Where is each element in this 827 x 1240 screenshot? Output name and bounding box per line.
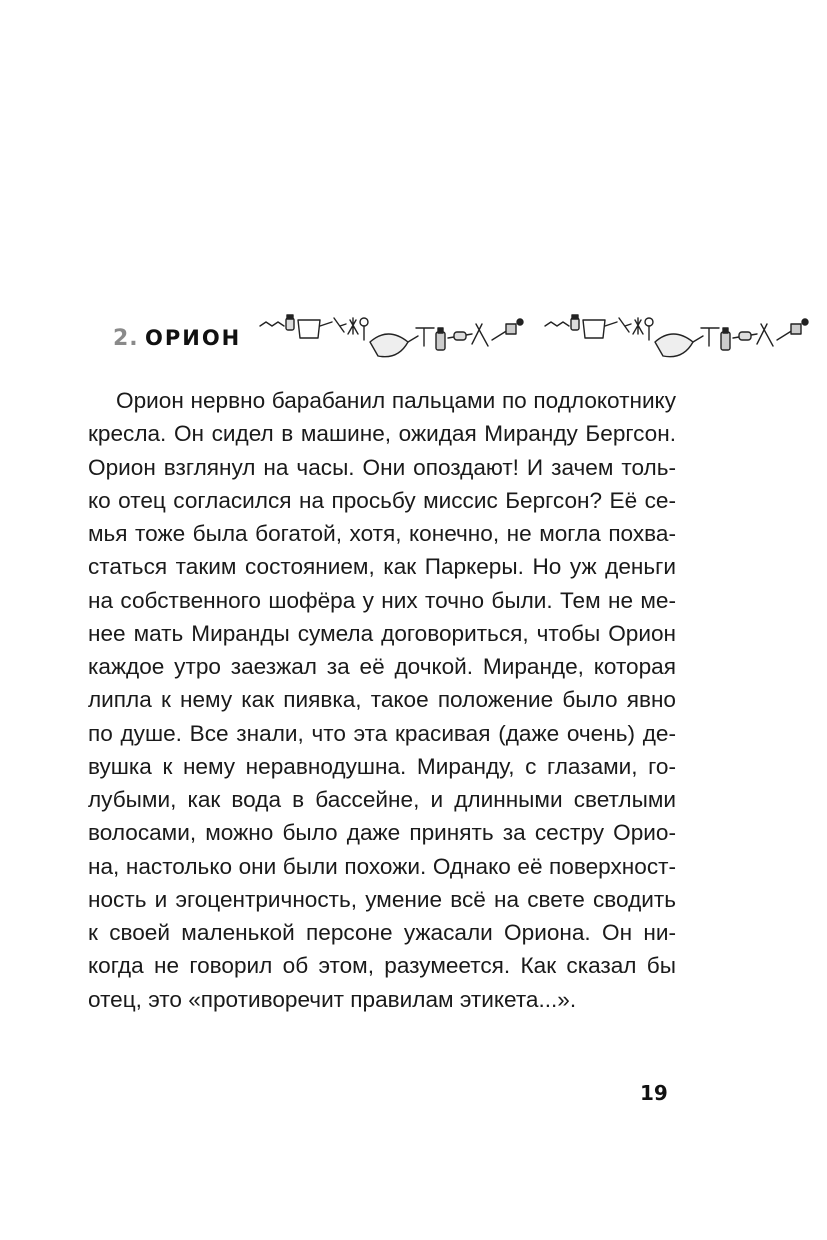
paragraph-line: Орион взглянул на часы. Они опоздают! И зачем толь- bbox=[88, 454, 676, 480]
paragraph-line: мья тоже была богатой, хотя, конечно, не могла похва- bbox=[88, 521, 676, 546]
paragraph-line: волосами, можно было даже принять за сестру Орио- bbox=[88, 820, 676, 846]
paragraph-line: кресла. Он сидел в машине, ожидая Миранду Бергсон. bbox=[88, 421, 676, 447]
paragraph-line: лубыми, как вода в бассейне, и длинными светлыми bbox=[88, 787, 676, 812]
paragraph-line: вушка к нему неравнодушна. Миранду, с глазами, го- bbox=[88, 753, 676, 779]
chapter-header bbox=[113, 312, 825, 368]
chapter-title: ОРИОН bbox=[145, 326, 242, 350]
paragraph-line: на, настолько они были похожи. Однако её поверхност- bbox=[88, 853, 676, 879]
paragraph-line: Орион нервно барабанил пальцами по подлокотнику bbox=[116, 388, 676, 413]
paragraph-line: к своей маленькой персоне ужасали Ориона. Он ни- bbox=[88, 920, 676, 945]
paragraph-line: на собственного шофёра у них точно были. Тем не ме- bbox=[88, 587, 676, 613]
paragraph-line: по душе. Все знали, что эта красивая (даже очень) де- bbox=[88, 720, 676, 746]
paragraph-line: нее мать Миранды сумела договориться, чтобы Орион bbox=[88, 620, 676, 646]
paragraph-line: статься таким состоянием, как Паркеры. Но уж деньги bbox=[88, 554, 676, 580]
paragraph-line: ность и эгоцентричность, умение всё на свете сводить bbox=[88, 886, 676, 912]
page-number: 19 bbox=[640, 1081, 668, 1105]
chapter-number: 2. bbox=[113, 326, 139, 351]
paragraph-line: липла к нему как пиявка, такое положение было явно bbox=[88, 687, 676, 713]
chapter-paragraph bbox=[88, 384, 676, 1016]
paragraph-line: когда не говорил об этом, разумеется. Как сказал бы bbox=[88, 953, 676, 979]
paragraph-line: отец, это «противоречит правилам этикета...». bbox=[88, 986, 577, 1012]
paragraph-line: каждое утро заезжал за её дочкой. Миранде, которая bbox=[88, 654, 676, 679]
kitchen-utensils-border-icon bbox=[258, 312, 823, 368]
paragraph-line: ко отец согласился на просьбу миссис Бергсон? Её се- bbox=[88, 487, 676, 513]
